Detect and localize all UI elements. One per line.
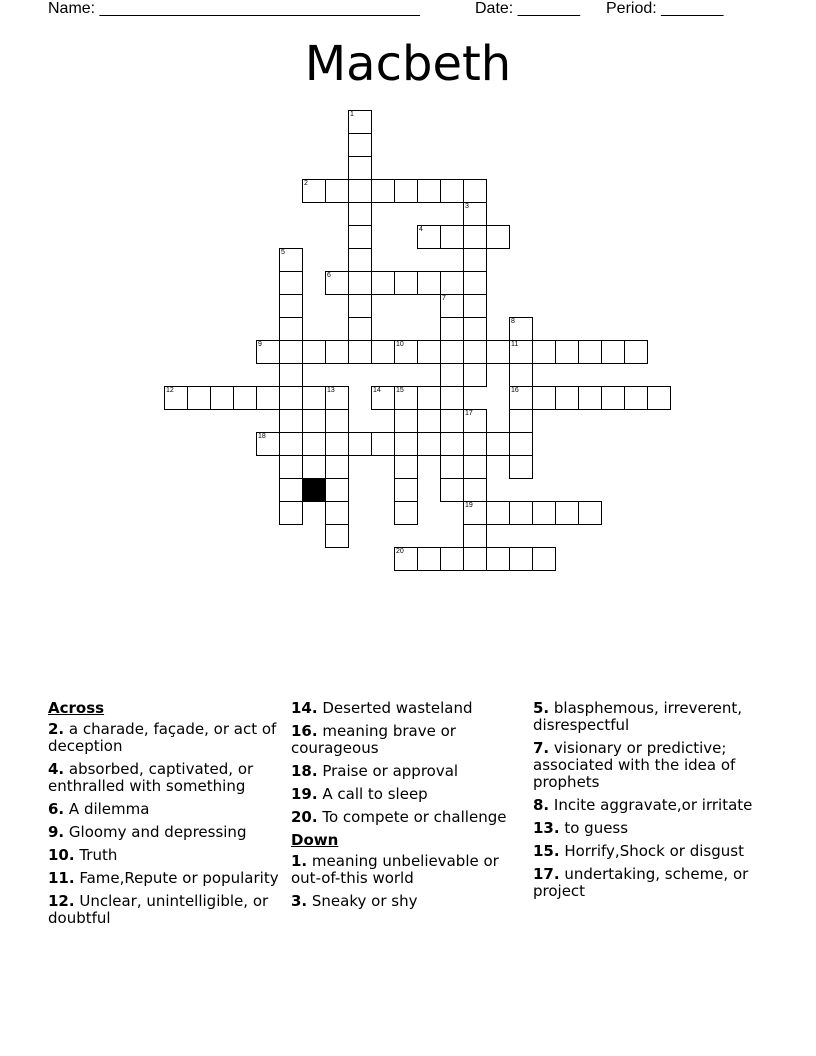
- clue-number-label: 4.: [48, 760, 65, 778]
- crossword-cell[interactable]: [325, 432, 349, 456]
- clue-number-label: 14.: [291, 699, 318, 717]
- crossword-cell[interactable]: [417, 386, 441, 410]
- crossword-cell[interactable]: [348, 133, 372, 157]
- crossword-cell[interactable]: [647, 386, 671, 410]
- crossword-cell[interactable]: [532, 340, 556, 364]
- crossword-cell[interactable]: [256, 340, 280, 364]
- crossword-cell[interactable]: [279, 478, 303, 502]
- crossword-cell[interactable]: [578, 501, 602, 525]
- crossword-cell[interactable]: [440, 409, 464, 433]
- clue-text: meaning unbelievable or out-of-this world: [291, 852, 499, 887]
- crossword-cell[interactable]: [187, 386, 211, 410]
- clue-number: 9: [258, 341, 262, 348]
- crossword-cell[interactable]: [210, 386, 234, 410]
- crossword-cell[interactable]: [348, 317, 372, 341]
- clue-number: 14: [373, 387, 381, 394]
- crossword-cell[interactable]: [279, 294, 303, 318]
- crossword-cell[interactable]: [555, 340, 579, 364]
- crossword-cell[interactable]: [325, 478, 349, 502]
- crossword-cell[interactable]: [463, 432, 487, 456]
- crossword-cell[interactable]: [371, 271, 395, 295]
- crossword-cell[interactable]: [440, 386, 464, 410]
- crossword-cell[interactable]: [394, 432, 418, 456]
- page-title: Macbeth: [304, 36, 512, 92]
- clue-number-label: 5.: [533, 699, 550, 717]
- clue-text: Gloomy and depressing: [64, 823, 247, 841]
- crossword-cell[interactable]: [532, 501, 556, 525]
- crossword-cell[interactable]: [601, 386, 625, 410]
- crossword-cell[interactable]: [302, 386, 326, 410]
- clue-number: 10: [396, 341, 404, 348]
- clue-number-label: 19.: [291, 785, 318, 803]
- clue-number-label: 6.: [48, 800, 65, 818]
- crossword-cell[interactable]: [348, 248, 372, 272]
- crossword-cell[interactable]: [440, 294, 464, 318]
- clue-item: [48, 824, 283, 841]
- crossword-cell[interactable]: [417, 340, 441, 364]
- clue-text: absorbed, captivated, or enthralled with something: [48, 760, 254, 795]
- crossword-cell[interactable]: [233, 386, 257, 410]
- crossword-cell[interactable]: [463, 478, 487, 502]
- crossword-cell[interactable]: [302, 179, 326, 203]
- crossword-cell[interactable]: [371, 386, 395, 410]
- crossword-cell[interactable]: [578, 386, 602, 410]
- clue-number-label: 1.: [291, 852, 308, 870]
- clue-item: [291, 700, 526, 717]
- crossword-cell[interactable]: [325, 455, 349, 479]
- crossword-cell[interactable]: [440, 432, 464, 456]
- crossword-cell[interactable]: [509, 432, 533, 456]
- clue-number: 2: [304, 180, 308, 187]
- crossword-cell[interactable]: [440, 547, 464, 571]
- crossword-cell[interactable]: [394, 179, 418, 203]
- crossword-cell[interactable]: [348, 225, 372, 249]
- crossword-cell[interactable]: [440, 478, 464, 502]
- crossword-cell[interactable]: [348, 432, 372, 456]
- clue-number: 7: [442, 295, 446, 302]
- crossword-cell[interactable]: [486, 432, 510, 456]
- crossword-cell[interactable]: [325, 271, 349, 295]
- clue-number: 3: [465, 203, 469, 210]
- clue-number: 16: [511, 387, 519, 394]
- crossword-cell[interactable]: [509, 455, 533, 479]
- clue-item: [533, 866, 763, 900]
- crossword-cell[interactable]: [555, 386, 579, 410]
- crossword-cell[interactable]: [394, 547, 418, 571]
- crossword-cell[interactable]: [509, 363, 533, 387]
- crossword-cell[interactable]: [486, 340, 510, 364]
- clue-number: 5: [281, 249, 285, 256]
- crossword-cell[interactable]: [463, 202, 487, 226]
- crossword-cell[interactable]: [509, 501, 533, 525]
- crossword-cell[interactable]: [417, 432, 441, 456]
- crossword-cell[interactable]: [463, 409, 487, 433]
- clue-text: Truth: [74, 846, 118, 864]
- crossword-cell[interactable]: [440, 363, 464, 387]
- crossword-cell[interactable]: [601, 340, 625, 364]
- crossword-cell[interactable]: [440, 340, 464, 364]
- crossword-cell[interactable]: [624, 340, 648, 364]
- crossword-cell[interactable]: [279, 386, 303, 410]
- crossword-cell[interactable]: [325, 179, 349, 203]
- clue-number-label: 11.: [48, 869, 75, 887]
- crossword-cell[interactable]: [348, 271, 372, 295]
- clue-text: undertaking, scheme, or project: [533, 865, 749, 900]
- crossword-cell[interactable]: [394, 340, 418, 364]
- crossword-cell[interactable]: [463, 524, 487, 548]
- crossword-cell[interactable]: [325, 524, 349, 548]
- down-heading: Down: [291, 831, 339, 849]
- clue-text: Praise or approval: [317, 762, 459, 780]
- crossword-cell[interactable]: [394, 386, 418, 410]
- crossword-cell[interactable]: [509, 317, 533, 341]
- across-heading: Across: [48, 699, 105, 717]
- clue-text: meaning brave or courageous: [291, 722, 456, 757]
- crossword-cell[interactable]: [463, 501, 487, 525]
- clue-text: blasphemous, irreverent, disrespectful: [533, 699, 742, 734]
- clue-item: [533, 797, 763, 814]
- crossword-cell[interactable]: [463, 455, 487, 479]
- crossword-cell[interactable]: [440, 179, 464, 203]
- student-info-header: [48, 0, 768, 22]
- crossword-cell[interactable]: [279, 340, 303, 364]
- clue-number: 1: [350, 111, 354, 118]
- clue-number: 20: [396, 548, 404, 555]
- crossword-cell[interactable]: [532, 386, 556, 410]
- clue-number: 13: [327, 387, 335, 394]
- crossword-cell[interactable]: [325, 340, 349, 364]
- crossword-cell[interactable]: [509, 409, 533, 433]
- crossword-cell[interactable]: [256, 386, 280, 410]
- clue-text: A call to sleep: [317, 785, 428, 803]
- crossword-cell[interactable]: [532, 547, 556, 571]
- clue-text: Unclear, unintelligible, or doubtful: [48, 892, 269, 927]
- crossword-cell[interactable]: [279, 409, 303, 433]
- clue-item: [48, 761, 283, 795]
- crossword-cell[interactable]: [279, 455, 303, 479]
- period-field-label[interactable]: Period: _______: [606, 0, 724, 17]
- clue-item: [533, 820, 763, 837]
- clue-number: 17: [465, 410, 473, 417]
- crossword-cell[interactable]: [348, 340, 372, 364]
- crossword-cell[interactable]: [279, 363, 303, 387]
- crossword-cell[interactable]: [279, 317, 303, 341]
- clue-number: 18: [258, 433, 266, 440]
- crossword-cell[interactable]: [371, 340, 395, 364]
- crossword-cell[interactable]: [279, 248, 303, 272]
- clue-item: [48, 801, 283, 818]
- clue-number: 4: [419, 226, 423, 233]
- clue-text: a charade, façade, or act of deception: [48, 720, 277, 755]
- clue-text: Fame,Repute or popularity: [74, 869, 279, 887]
- clue-number: 19: [465, 502, 473, 509]
- crossword-cell[interactable]: [578, 340, 602, 364]
- clue-number-label: 7.: [533, 739, 550, 757]
- crossword-cell[interactable]: [555, 501, 579, 525]
- clue-number-label: 17.: [533, 865, 560, 883]
- crossword-cell[interactable]: [279, 432, 303, 456]
- crossword-cell[interactable]: [417, 179, 441, 203]
- crossword-cell[interactable]: [417, 547, 441, 571]
- crossword-cell[interactable]: [463, 179, 487, 203]
- crossword-cell[interactable]: [394, 501, 418, 525]
- clue-column-1: [48, 700, 283, 933]
- clue-item: [291, 853, 526, 887]
- clue-number-label: 2.: [48, 720, 65, 738]
- clue-number-label: 12.: [48, 892, 75, 910]
- crossword-cell[interactable]: [463, 225, 487, 249]
- clue-text: To compete or challenge: [317, 808, 507, 826]
- crossword-black-cell: [302, 478, 326, 502]
- crossword-cell[interactable]: [394, 409, 418, 433]
- crossword-cell[interactable]: [325, 501, 349, 525]
- crossword-cell[interactable]: [371, 179, 395, 203]
- clue-item: [48, 847, 283, 864]
- crossword-cell[interactable]: [509, 386, 533, 410]
- date-field-label[interactable]: Date: _______: [475, 0, 580, 17]
- clue-text: A dilemma: [64, 800, 150, 818]
- crossword-cell[interactable]: [440, 271, 464, 295]
- name-field-label[interactable]: Name: ____________________________________: [48, 0, 420, 17]
- crossword-cell[interactable]: [440, 455, 464, 479]
- crossword-cell[interactable]: [371, 432, 395, 456]
- crossword-cell[interactable]: [417, 271, 441, 295]
- crossword-cell[interactable]: [279, 501, 303, 525]
- clue-item: [533, 700, 763, 734]
- clue-number-label: 8.: [533, 796, 550, 814]
- clue-item: [48, 870, 283, 887]
- crossword-cell[interactable]: [279, 271, 303, 295]
- clue-item: [291, 893, 526, 910]
- crossword-cell[interactable]: [394, 478, 418, 502]
- crossword-cell[interactable]: [348, 294, 372, 318]
- clue-number-label: 16.: [291, 722, 318, 740]
- clue-number: 8: [511, 318, 515, 325]
- crossword-cell[interactable]: [509, 547, 533, 571]
- crossword-cell[interactable]: [302, 432, 326, 456]
- clue-item: [48, 893, 283, 927]
- crossword-cell[interactable]: [463, 340, 487, 364]
- clue-text: Deserted wasteland: [317, 699, 473, 717]
- clue-text: to guess: [559, 819, 629, 837]
- clue-number-label: 13.: [533, 819, 560, 837]
- clue-number-label: 10.: [48, 846, 75, 864]
- clue-item: [291, 786, 526, 803]
- clue-number-label: 20.: [291, 808, 318, 826]
- clue-item: [291, 763, 526, 780]
- crossword-cell[interactable]: [463, 317, 487, 341]
- crossword-cell[interactable]: [325, 386, 349, 410]
- clue-item: [48, 721, 283, 755]
- clue-text: visionary or predictive; associated with the idea of prophets: [533, 739, 736, 791]
- clue-item: [533, 740, 763, 791]
- crossword-cell[interactable]: [463, 294, 487, 318]
- crossword-cell[interactable]: [325, 409, 349, 433]
- crossword-cell[interactable]: [394, 271, 418, 295]
- clue-number: 6: [327, 272, 331, 279]
- crossword-cell[interactable]: [440, 317, 464, 341]
- clue-item: [533, 843, 763, 860]
- crossword-cell[interactable]: [509, 340, 533, 364]
- crossword-cell[interactable]: [348, 156, 372, 180]
- crossword-cell[interactable]: [348, 110, 372, 134]
- crossword-cell[interactable]: [486, 547, 510, 571]
- crossword-cell[interactable]: [440, 225, 464, 249]
- crossword-cell[interactable]: [463, 248, 487, 272]
- crossword-cell[interactable]: [256, 432, 280, 456]
- crossword-cell[interactable]: [302, 340, 326, 364]
- clue-text: Incite aggravate,or irritate: [549, 796, 753, 814]
- crossword-cell[interactable]: [463, 363, 487, 387]
- clue-text: Horrify,Shock or disgust: [559, 842, 744, 860]
- crossword-cell[interactable]: [348, 179, 372, 203]
- clue-text: Sneaky or shy: [307, 892, 418, 910]
- clue-number: 15: [396, 387, 404, 394]
- clue-item: [291, 809, 526, 826]
- crossword-cell[interactable]: [463, 271, 487, 295]
- clue-column-2: [291, 700, 526, 916]
- crossword-cell[interactable]: [486, 501, 510, 525]
- crossword-cell[interactable]: [417, 225, 441, 249]
- crossword-cell[interactable]: [624, 386, 648, 410]
- crossword-cell[interactable]: [463, 547, 487, 571]
- crossword-cell[interactable]: [394, 455, 418, 479]
- clue-number: 11: [511, 341, 519, 348]
- crossword-cell[interactable]: [348, 202, 372, 226]
- clue-number-label: 9.: [48, 823, 65, 841]
- clue-column-3: [533, 700, 763, 906]
- crossword-cell[interactable]: [164, 386, 188, 410]
- crossword-cell[interactable]: [486, 225, 510, 249]
- clue-number-label: 15.: [533, 842, 560, 860]
- clue-number-label: 18.: [291, 762, 318, 780]
- clue-number: 12: [166, 387, 174, 394]
- clue-number-label: 3.: [291, 892, 308, 910]
- clue-item: [291, 723, 526, 757]
